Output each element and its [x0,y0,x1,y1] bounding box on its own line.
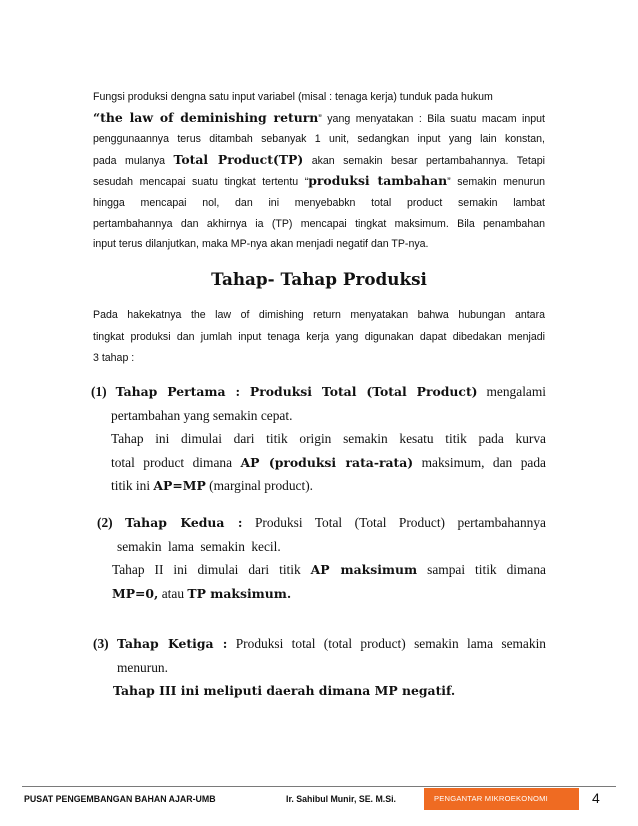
intro-line-2 [93,108,545,130]
page-number: 4 [592,790,600,806]
footer-institution: PUSAT PENGEMBANGAN BAHAN AJAR-UMB [24,794,216,804]
text: akan semakin besar pertambahannya. Tetapi [311,154,545,167]
text: ” semakin menurun [447,176,545,189]
text: sesudah mencapai suatu tingkat tertentu “ [93,176,309,189]
step-2-line-3 [97,558,546,582]
intro-line-7 [93,214,545,235]
text: ” yang menyatakan : Bila suatu macam input [318,112,545,125]
step-1-line-2: pertambahan yang semakin cepat. [111,407,293,423]
text: mengalami [486,384,546,399]
text: maksimum, dan pada [421,454,546,470]
tp-max-term: TP maksimum. [187,585,292,601]
intro-line-5 [93,171,545,193]
intro-line-1 [93,87,545,108]
intro-line-6 [93,193,545,214]
step-title: Tahap Ketiga : [116,636,228,651]
text: Tahap III ini meliputi daerah dimana MP negatif. [113,683,456,699]
step-2 [97,511,546,605]
text: (marginal product). [209,478,314,494]
intro-line-4 [93,150,545,172]
para2-line-1: Pada hakekatnya the law of dimishing return menyatakan bahwa hubungan antara [93,309,545,321]
intro-line-8 [93,234,545,255]
step-1-title-line [91,380,546,404]
text: Produksi total (total product) semakin lama semakin [235,636,546,651]
text: penggunaannya terus ditambah sebanyak 1 unit, sedangkan input yang lain konstan, [93,133,545,146]
step-number: (2) [97,515,113,530]
step-number: (1) [91,384,107,399]
step-3-line-3 [93,679,546,703]
step-title: Tahap Pertama : Produksi Total (Total Product) [115,384,478,399]
text: total product dimana [111,454,233,470]
footer-author: Ir. Sahibul Munir, SE. M.Si. [286,794,396,804]
step-3 [93,632,546,703]
text: titik ini [111,478,151,494]
law-phrase: “the law of deminishing return [93,109,319,125]
page-footer [0,786,638,810]
produksi-tambahan-term: produksi tambahan [308,173,448,189]
text: pada mulanya [93,154,166,167]
text: Produksi Total (Total Product) pertambahannya [254,515,546,530]
text: Tahap II ini dimulai dari titik [112,562,301,578]
para2-line-3: 3 tahap : [93,352,135,364]
step-3-title-line [93,632,546,656]
ap-mp-term: AP=MP [153,478,206,494]
mp-zero-term: MP=0, [112,585,159,601]
step-2-line-4 [97,582,546,606]
footer-divider [22,786,616,787]
text: input terus dilanjutkan, maka MP-nya akan menjadi negatif dan TP-nya. [93,238,429,251]
intro-paragraph [93,87,545,255]
ap-term: AP (produksi rata-rata) [240,454,414,470]
step-number: (3) [93,636,109,651]
text: pertambahannya dan akhirnya ia (TP) mencapai tingkat maksimum. Bila penambahan [93,217,545,230]
footer-course-label: PENGANTAR MIKROEKONOMI [434,794,548,803]
text: Fungsi produksi dengna satu input variabel (misal : tenaga kerja) tunduk pada hukum [93,91,493,103]
step-1-line-3: Tahap ini dimulai dari titik origin semakin kesatu titik pada kurva [111,431,546,447]
step-3-line-2: menurun. [117,659,168,675]
step-1 [91,380,546,498]
intro-line-3 [93,129,545,150]
stages-intro-paragraph [93,305,545,370]
step-1-line-5 [91,474,546,498]
step-2-line-2: semakin lama semakin kecil. [117,538,281,554]
total-product-term: Total Product(TP) [173,151,304,167]
step-2-title-line [97,511,546,535]
text: sampai titik dimana [427,562,546,578]
step-1-line-4 [91,451,546,475]
section-heading: Tahap- Tahap Produksi [211,269,427,289]
text: hingga mencapai nol, dan ini menyebabkn total product semakin lambat [93,196,545,209]
ap-max-term: AP maksimum [310,562,418,578]
footer-course-tag [424,788,579,810]
para2-line-2: tingkat produksi dan jumlah input tenaga kerja yang digunakan dapat dibedakan menjadi [93,330,545,343]
text: atau [161,585,185,601]
step-title: Tahap Kedua : [125,515,243,530]
